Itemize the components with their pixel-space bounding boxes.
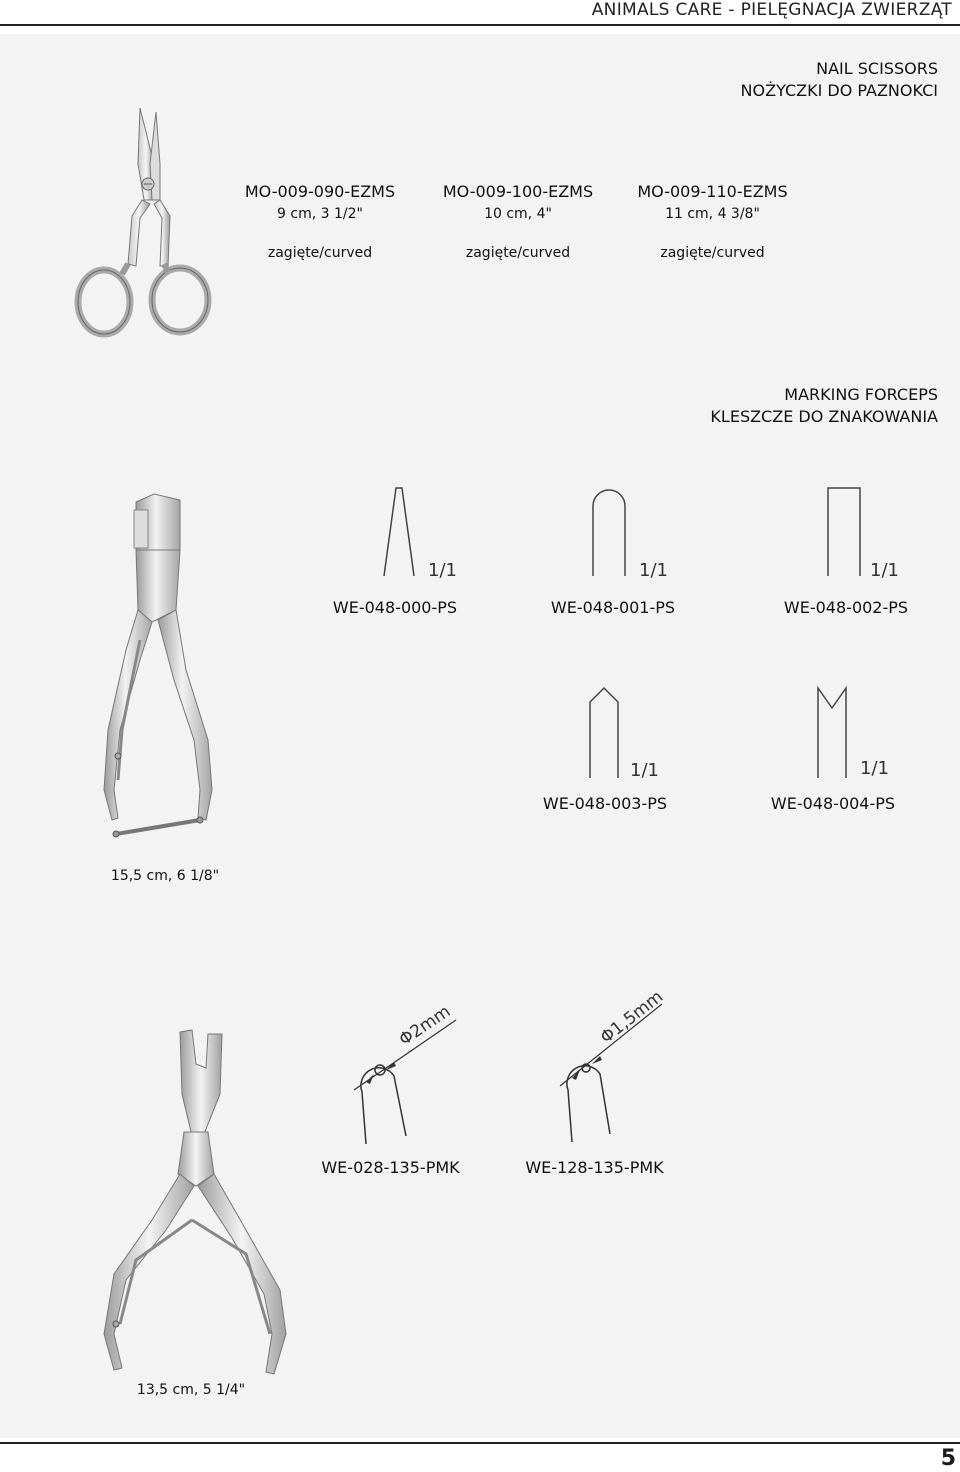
scissors-code-1: MO-009-090-EZMS bbox=[244, 182, 396, 201]
punch-diameter-1: Φ2mm bbox=[395, 1001, 455, 1051]
marking-forceps-image bbox=[96, 490, 226, 850]
scissors-note-1: zagięte/curved bbox=[267, 245, 373, 261]
tip-code-1: WE-048-000-PS bbox=[332, 598, 458, 617]
punch-code-2: WE-128-135-PMK bbox=[525, 1158, 664, 1177]
scale-label: 1/1 bbox=[639, 560, 668, 581]
scale-label: 1/1 bbox=[630, 760, 659, 781]
nail-scissors-title-pl: NOŻYCZKI DO PAZNOKCI bbox=[740, 81, 938, 100]
tip-code-2: WE-048-001-PS bbox=[550, 598, 676, 617]
scissors-size-2: 10 cm, 4" bbox=[484, 206, 552, 222]
header-divider bbox=[0, 24, 960, 26]
scale-label: 1/1 bbox=[860, 758, 889, 779]
header-title: ANIMALS CARE - PIELĘGNACJA ZWIERZĄT bbox=[591, 0, 952, 20]
tip-drawing-u bbox=[585, 484, 675, 584]
footer-divider bbox=[0, 1442, 960, 1444]
nail-scissors-title-en: NAIL SCISSORS bbox=[816, 59, 938, 78]
scissors-note-2: zagięte/curved bbox=[465, 245, 571, 261]
tip-drawing-v bbox=[370, 484, 460, 584]
page-number: 5 bbox=[940, 1446, 956, 1471]
punch-tip-drawing-2 bbox=[550, 986, 690, 1148]
marking-forceps-title-en: MARKING FORCEPS bbox=[784, 385, 938, 404]
scale-label: 1/1 bbox=[870, 560, 899, 581]
scissors-code-2: MO-009-100-EZMS bbox=[442, 182, 594, 201]
tip-drawing-m bbox=[812, 684, 902, 784]
nail-scissors-image bbox=[70, 104, 220, 344]
scissors-size-1: 9 cm, 3 1/2" bbox=[277, 206, 363, 222]
marking-forceps-title bbox=[710, 384, 938, 428]
punch-forceps-image bbox=[96, 1024, 296, 1384]
scissors-note-3: zagięte/curved bbox=[660, 245, 765, 261]
punch-code-1: WE-028-135-PMK bbox=[321, 1158, 460, 1177]
tip-drawing-arrow bbox=[582, 684, 672, 784]
punch-forceps-size: 13,5 cm, 5 1/4" bbox=[136, 1382, 246, 1398]
punch-diameter-2: Φ1,5mm bbox=[596, 986, 668, 1048]
punch-tip-drawing-1 bbox=[340, 1000, 480, 1150]
tip-code-5: WE-048-004-PS bbox=[770, 794, 896, 813]
tip-code-4: WE-048-003-PS bbox=[542, 794, 668, 813]
nail-scissors-title bbox=[741, 58, 938, 102]
marking-forceps-title-pl: KLESZCZE DO ZNAKOWANIA bbox=[710, 407, 938, 426]
scissors-size-3: 11 cm, 4 3/8" bbox=[665, 206, 760, 222]
scale-label: 1/1 bbox=[428, 560, 457, 581]
marking-forceps-size: 15,5 cm, 6 1/8" bbox=[110, 868, 220, 884]
scissors-code-3: MO-009-110-EZMS bbox=[637, 182, 788, 201]
tip-drawing-square bbox=[820, 484, 910, 584]
tip-code-3: WE-048-002-PS bbox=[783, 598, 909, 617]
